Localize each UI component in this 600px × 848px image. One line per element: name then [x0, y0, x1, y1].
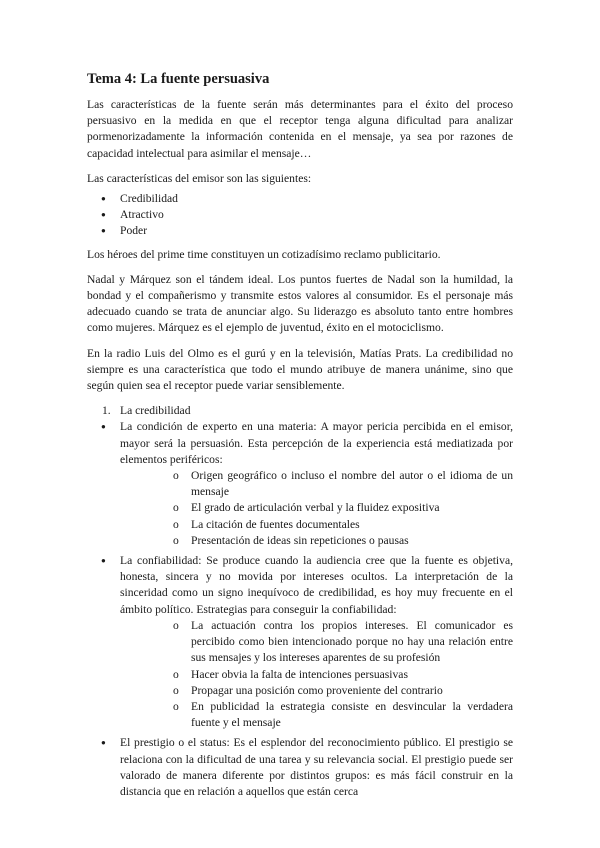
- list-item: ● Credibilidad: [87, 191, 513, 207]
- sub-list-item: o Propagar una posición como proveniente del contrario: [120, 683, 513, 699]
- sub-list-item: o La citación de fuentes documentales: [120, 517, 513, 533]
- intro-paragraph: Las características de la fuente serán más determinantes para el éxito del proceso persuasivo en la medida en que el receptor tenga alguna dificultad para analizar pormenorizadamente la información contenida en el mensaje, ya sea por razones de capacidad intelectual para asimilar el mensaje…: [87, 98, 513, 160]
- sub-list-item: o Presentación de ideas sin repeticiones o pausas: [120, 533, 513, 549]
- radio-paragraph: En la radio Luis del Olmo es el gurú y en la televisión, Matías Prats. La credibilidad no siempre es una característica que todo el mundo atribuye de manera unánime, sino que según quien sea el receptor puede variar sensiblemente.: [87, 346, 513, 393]
- sub-list-item: o La actuación contra los propios intereses. El comunicador es percibido como bien intencionado porque no hay una relación entre sus mensajes y los intereses aparentes de su profesión: [120, 618, 513, 667]
- list-number: 1.: [102, 404, 111, 418]
- list-item: [87, 553, 513, 731]
- point-text: ● La confiabilidad: Se produce cuando la audiencia cree que la fuente es objetiva, honesta, sincera y no movida por intereses ocultos. La interpretación de la sinceridad como un signo inequívoco de credibilidad, es hoy muy frecuente en el ámbito político. Estrategias para conseguir la confiabilidad:: [120, 554, 513, 616]
- list-item: ● Atractivo: [87, 207, 513, 223]
- sub-list-item: o En publicidad la estrategia consiste en desvincular la verdadera fuente y el mensaje: [120, 699, 513, 731]
- list-item-label: La credibilidad: [120, 404, 191, 418]
- sub-list-item: o El grado de articulación verbal y la fluidez expositiva: [120, 500, 513, 516]
- nadal-paragraph: Nadal y Márquez son el tándem ideal. Los puntos fuertes de Nadal son la humildad, la bondad y el compañerismo y transmite estos valores al consumidor. Es el personaje más adecuado cuando se trata de anunciar algo. Su liderazgo es absoluto tanto entre hombres como mujeres. Márquez es el ejemplo de juventud, éxito en el motociclismo.: [87, 272, 513, 335]
- heroes-paragraph: Los héroes del prime time constituyen un cotizadísimo reclamo publicitario.: [87, 247, 441, 261]
- sub-list-item: o Origen geográfico o incluso el nombre del autor o el idioma de un mensaje: [120, 468, 513, 500]
- sub-list: [120, 468, 513, 549]
- list-item: [87, 735, 513, 800]
- credibility-points: [87, 419, 513, 800]
- point-text: ● La condición de experto en una materia: A mayor pericia percibida en el emisor, mayor será la persuasión. Esta percepción de la experiencia está mediatizada por elementos periféricos:: [120, 420, 513, 466]
- list-item: ● Poder: [87, 223, 513, 239]
- numbered-list: [87, 403, 513, 419]
- emisor-intro: Las características del emisor son las siguientes:: [87, 171, 312, 185]
- page-title: Tema 4: La fuente persuasiva: [87, 71, 270, 87]
- sub-list: [120, 618, 513, 731]
- sub-list-item: o Hacer obvia la falta de intenciones persuasivas: [120, 667, 513, 683]
- emisor-list: [87, 191, 513, 240]
- point-text: ● El prestigio o el status: Es el esplendor del reconocimiento público. El prestigio se relaciona con la dificultad de una tarea y su relevancia social. El prestigio puede ser valorado de manera diferente por distintos grupos: es más fácil construir en la distancia que en relación a aquellos que están cerca: [120, 736, 513, 798]
- list-item: [87, 419, 513, 549]
- list-item: [87, 403, 513, 419]
